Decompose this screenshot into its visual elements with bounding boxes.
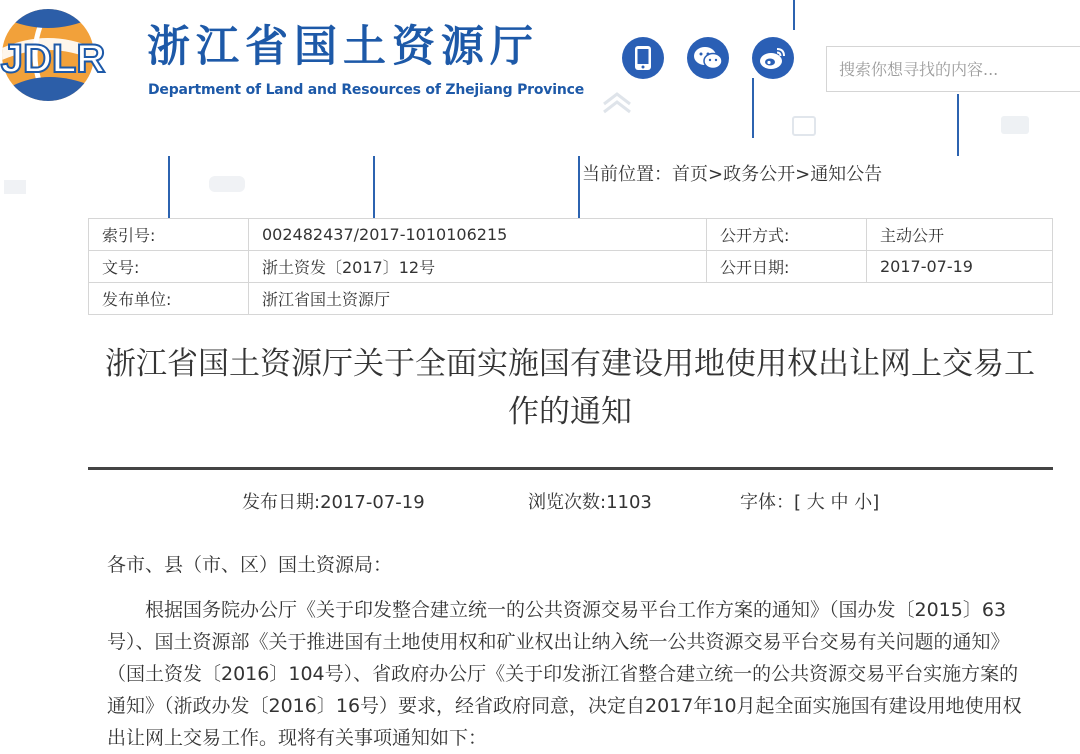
cart-watermark-icon <box>995 110 1035 140</box>
weibo-icon <box>759 46 787 70</box>
grid-watermark-icon <box>0 176 30 198</box>
breadcrumb-home-link[interactable]: 首页 <box>672 164 708 185</box>
home-watermark-icon <box>602 92 632 114</box>
salutation: 各市、县（市、区）国土资源局： <box>107 554 393 576</box>
method-label: 公开方式: <box>707 219 867 251</box>
table-row <box>89 219 1053 251</box>
wechat-icon <box>693 45 723 71</box>
publish-date: 发布日期:2017-07-19 <box>242 492 425 513</box>
decorative-line <box>373 156 375 218</box>
chat-watermark-icon <box>205 172 249 196</box>
title-divider <box>88 467 1053 470</box>
publisher-label: 发布单位: <box>89 283 249 315</box>
weibo-button[interactable] <box>752 37 794 79</box>
site-title-en: Department of Land and Resources of Zhejiang Province <box>148 82 584 98</box>
font-size-large-button[interactable]: 大 <box>806 492 825 513</box>
decorative-line <box>793 0 795 30</box>
font-size-medium-button[interactable]: 中 <box>830 492 849 513</box>
index-value: 002482437/2017-1010106215 <box>249 219 707 251</box>
font-size-small-button[interactable]: 小 <box>854 492 873 513</box>
table-row <box>89 283 1053 315</box>
search-input[interactable] <box>826 46 1080 92</box>
decorative-line <box>957 94 959 156</box>
mobile-button[interactable] <box>622 37 664 79</box>
mobile-icon <box>633 45 653 71</box>
breadcrumb-separator: > <box>795 164 811 185</box>
view-count: 浏览次数:1103 <box>528 492 652 513</box>
publisher-value: 浙江省国土资源厅 <box>249 283 1053 315</box>
doc-number-label: 文号: <box>89 251 249 283</box>
breadcrumb-separator: > <box>708 164 724 185</box>
decorative-line <box>168 156 170 218</box>
publish-date-value: 2017-07-19 <box>867 251 1053 283</box>
font-size-control <box>740 488 879 514</box>
document-info-table <box>88 218 1053 315</box>
wechat-button[interactable] <box>687 37 729 79</box>
breadcrumb-prefix: 当前位置： <box>582 164 672 185</box>
body-paragraph: 根据国务院办公厅《关于印发整合建立统一的公共资源交易平台工作方案的通知》（国办发〔2015〕63号）、国土资源部《关于推进国有土地使用权和矿业权出让纳入统一公共资源交易平台交易有关问题的通知》（国土资发〔2016〕104号）、省政府办公厅《关于印发浙江省整合建立统一的公共资源交易平台实施方案的通知》（浙政办发〔2016〕16号）要求，经省政府同意，决定自2017年10月起全面实施国有建设用地使用权出让网上交易工作。现将有关事项通知如下： <box>107 599 1022 749</box>
breadcrumb-section-link[interactable]: 政务公开 <box>723 164 796 185</box>
method-value: 主动公开 <box>867 219 1053 251</box>
font-size-label: 字体：[ <box>740 492 802 513</box>
site-title-cn: 浙江省国土资源厅 <box>147 22 539 72</box>
document-watermark-icon <box>790 114 818 138</box>
logo-text: JDLR <box>0 37 106 81</box>
breadcrumb-current-link[interactable]: 通知公告 <box>810 164 883 185</box>
table-row <box>89 251 1053 283</box>
font-size-close-bracket: ] <box>872 492 880 513</box>
decorative-line <box>752 78 754 138</box>
publish-date-label: 公开日期: <box>707 251 867 283</box>
jdlr-logo <box>0 8 114 102</box>
breadcrumb <box>582 160 882 186</box>
decorative-line <box>578 156 580 218</box>
doc-number-value: 浙土资发〔2017〕12号 <box>249 251 707 283</box>
index-label: 索引号: <box>89 219 249 251</box>
document-title: 浙江省国土资源厅关于全面实施国有建设用地使用权出让网上交易工作的通知 <box>105 346 1035 430</box>
